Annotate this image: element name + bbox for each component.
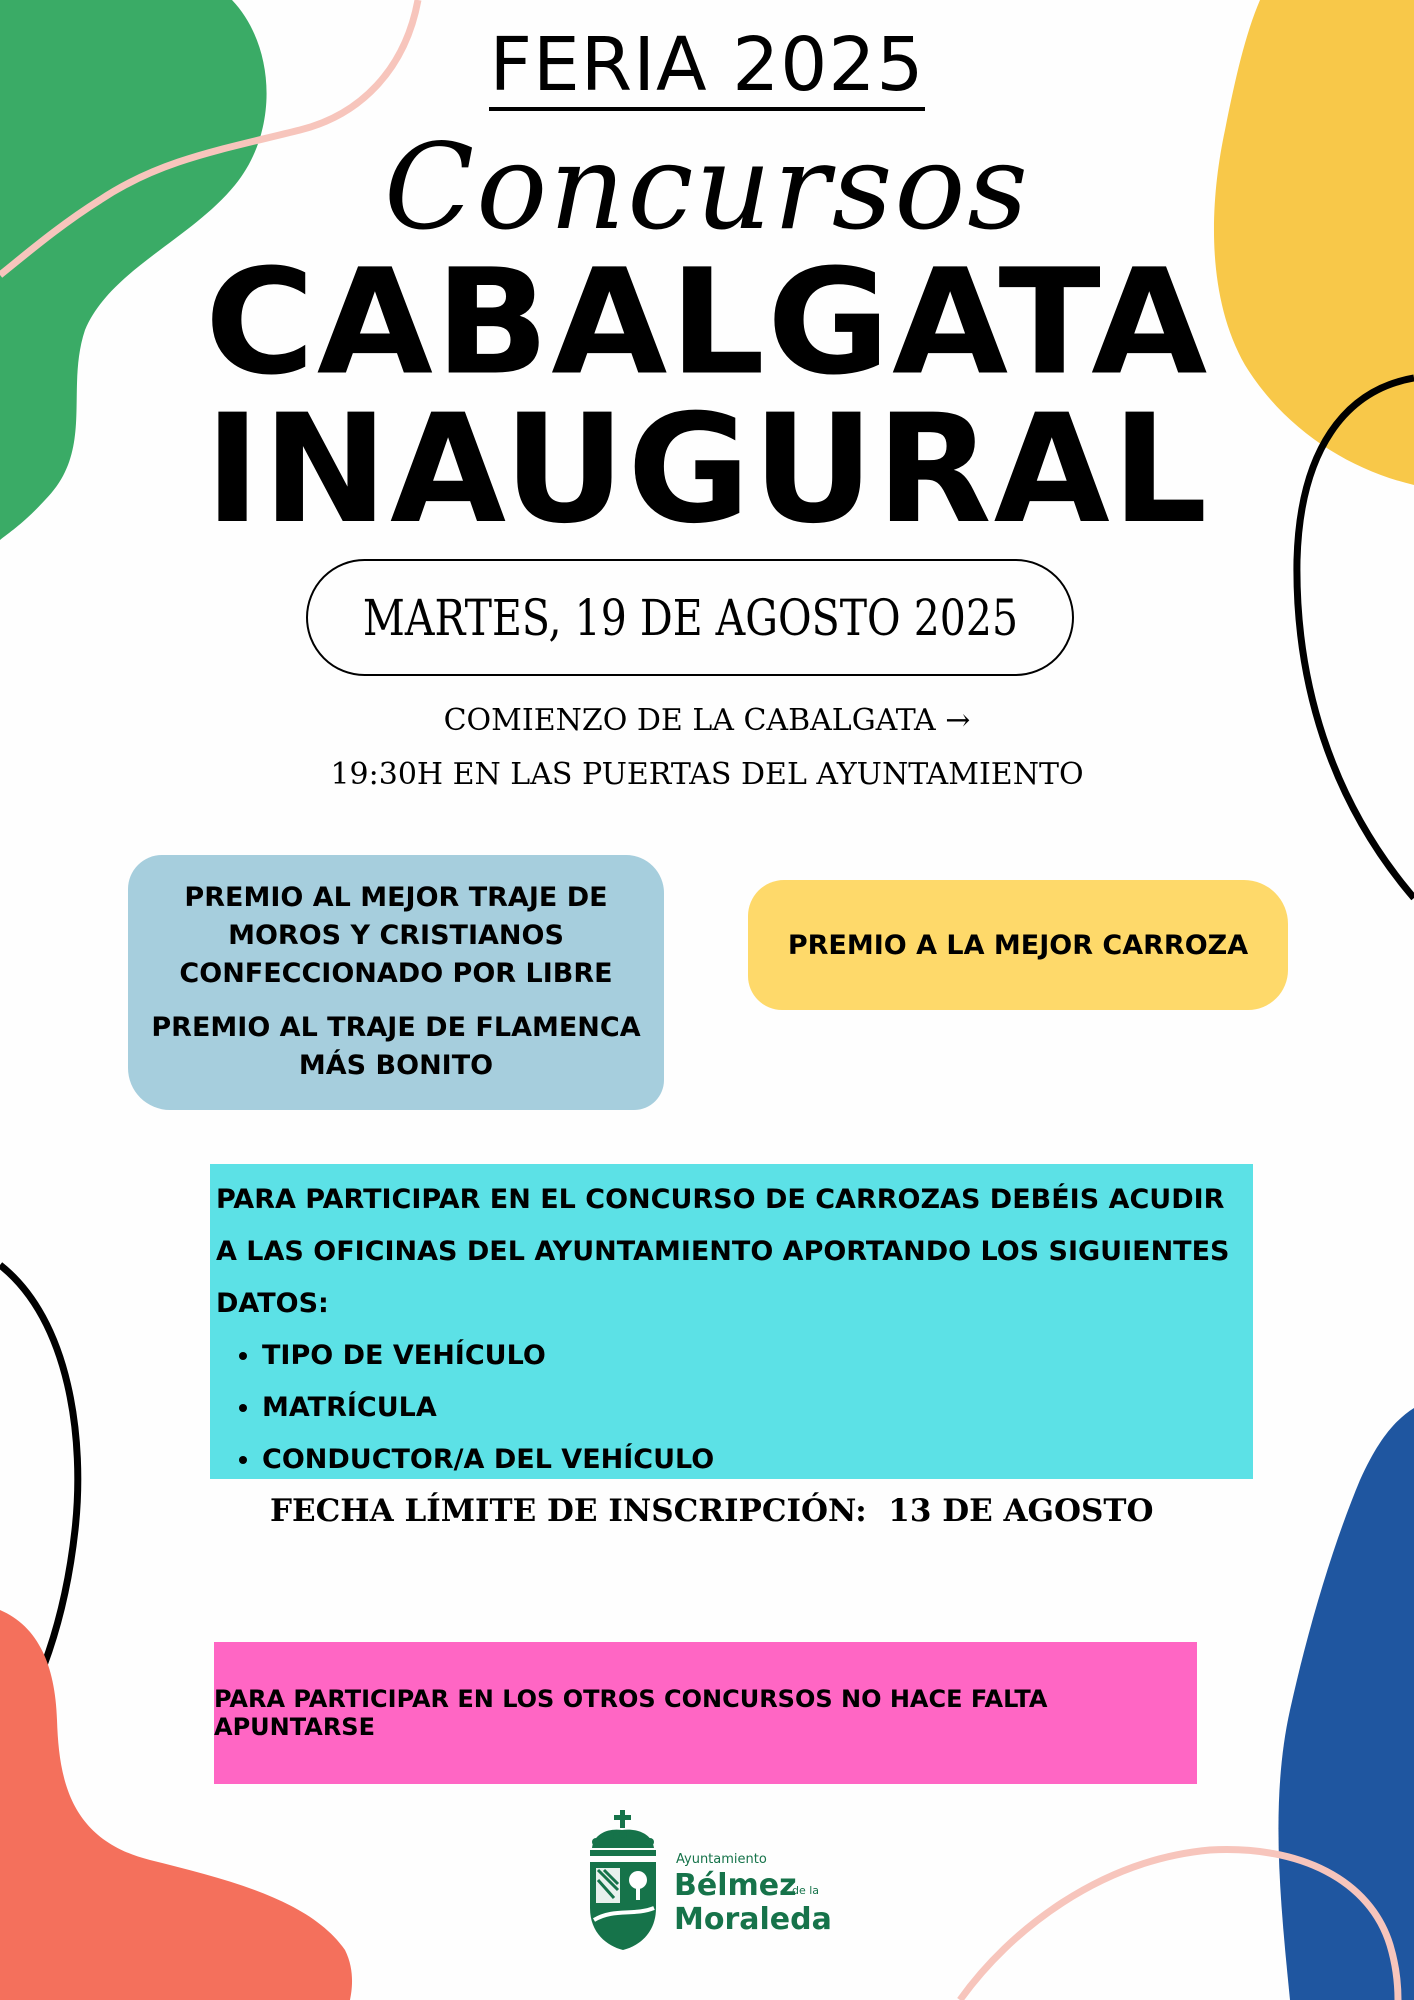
logo-belmez: Bélmez bbox=[674, 1868, 797, 1903]
registration-box bbox=[210, 1164, 1253, 1479]
start-line-2: 19:30H EN LAS PUERTAS DEL AYUNTAMIENTO bbox=[330, 757, 1084, 792]
date-pill bbox=[306, 559, 1074, 676]
other-contests-note-box bbox=[214, 1642, 1197, 1784]
title-cabalgata: CABALGATA bbox=[204, 238, 1210, 408]
registration-item-plate: • MATRÍCULA bbox=[262, 1382, 1253, 1434]
registration-deadline: FECHA LÍMITE DE INSCRIPCIÓN: 13 DE AGOSTO bbox=[270, 1493, 1154, 1529]
start-line-1: COMIENZO DE LA CABALGATA → bbox=[443, 703, 971, 738]
coat-of-arms-icon bbox=[584, 1808, 664, 1953]
registration-list bbox=[216, 1330, 1253, 1486]
town-hall-logo bbox=[584, 1808, 844, 1958]
logo-moraleda: Moraleda bbox=[674, 1902, 832, 1937]
registration-intro: PARA PARTICIPAR EN EL CONCURSO DE CARROZAS DEBÉIS ACUDIR A LAS OFICINAS DEL AYUNTAMIENTO APORTANDO LOS SIGUIENTES DATOS: bbox=[216, 1184, 1230, 1319]
title-inaugural: INAUGURAL bbox=[204, 383, 1210, 557]
concursos-script-title: Concursos bbox=[384, 118, 1030, 256]
prize-carroza: PREMIO A LA MEJOR CARROZA bbox=[787, 929, 1249, 961]
logo-de-la: de la bbox=[792, 1884, 820, 1897]
prize-box-carroza bbox=[748, 880, 1288, 1010]
logo-ayuntamiento: Ayuntamiento bbox=[676, 1852, 767, 1867]
prize-moros-cristianos: PREMIO AL MEJOR TRAJE DE MOROS Y CRISTIANOS CONFECCIONADO POR LIBRE bbox=[179, 882, 613, 989]
feria-heading: FERIA 2025 bbox=[0, 22, 1414, 111]
blue-blob bbox=[1278, 1408, 1414, 2000]
event-date: MARTES, 19 DE AGOSTO 2025 bbox=[362, 588, 1018, 647]
prize-flamenca: PREMIO AL TRAJE DE FLAMENCA MÁS BONITO bbox=[151, 1012, 641, 1081]
registration-item-driver: • CONDUCTOR/A DEL VEHÍCULO bbox=[262, 1434, 1253, 1486]
registration-item-vehicle-type: • TIPO DE VEHÍCULO bbox=[262, 1330, 1253, 1382]
prize-box-costumes bbox=[128, 855, 664, 1110]
other-contests-note: PARA PARTICIPAR EN LOS OTROS CONCURSOS NO HACE FALTA APUNTARSE bbox=[214, 1685, 1048, 1741]
